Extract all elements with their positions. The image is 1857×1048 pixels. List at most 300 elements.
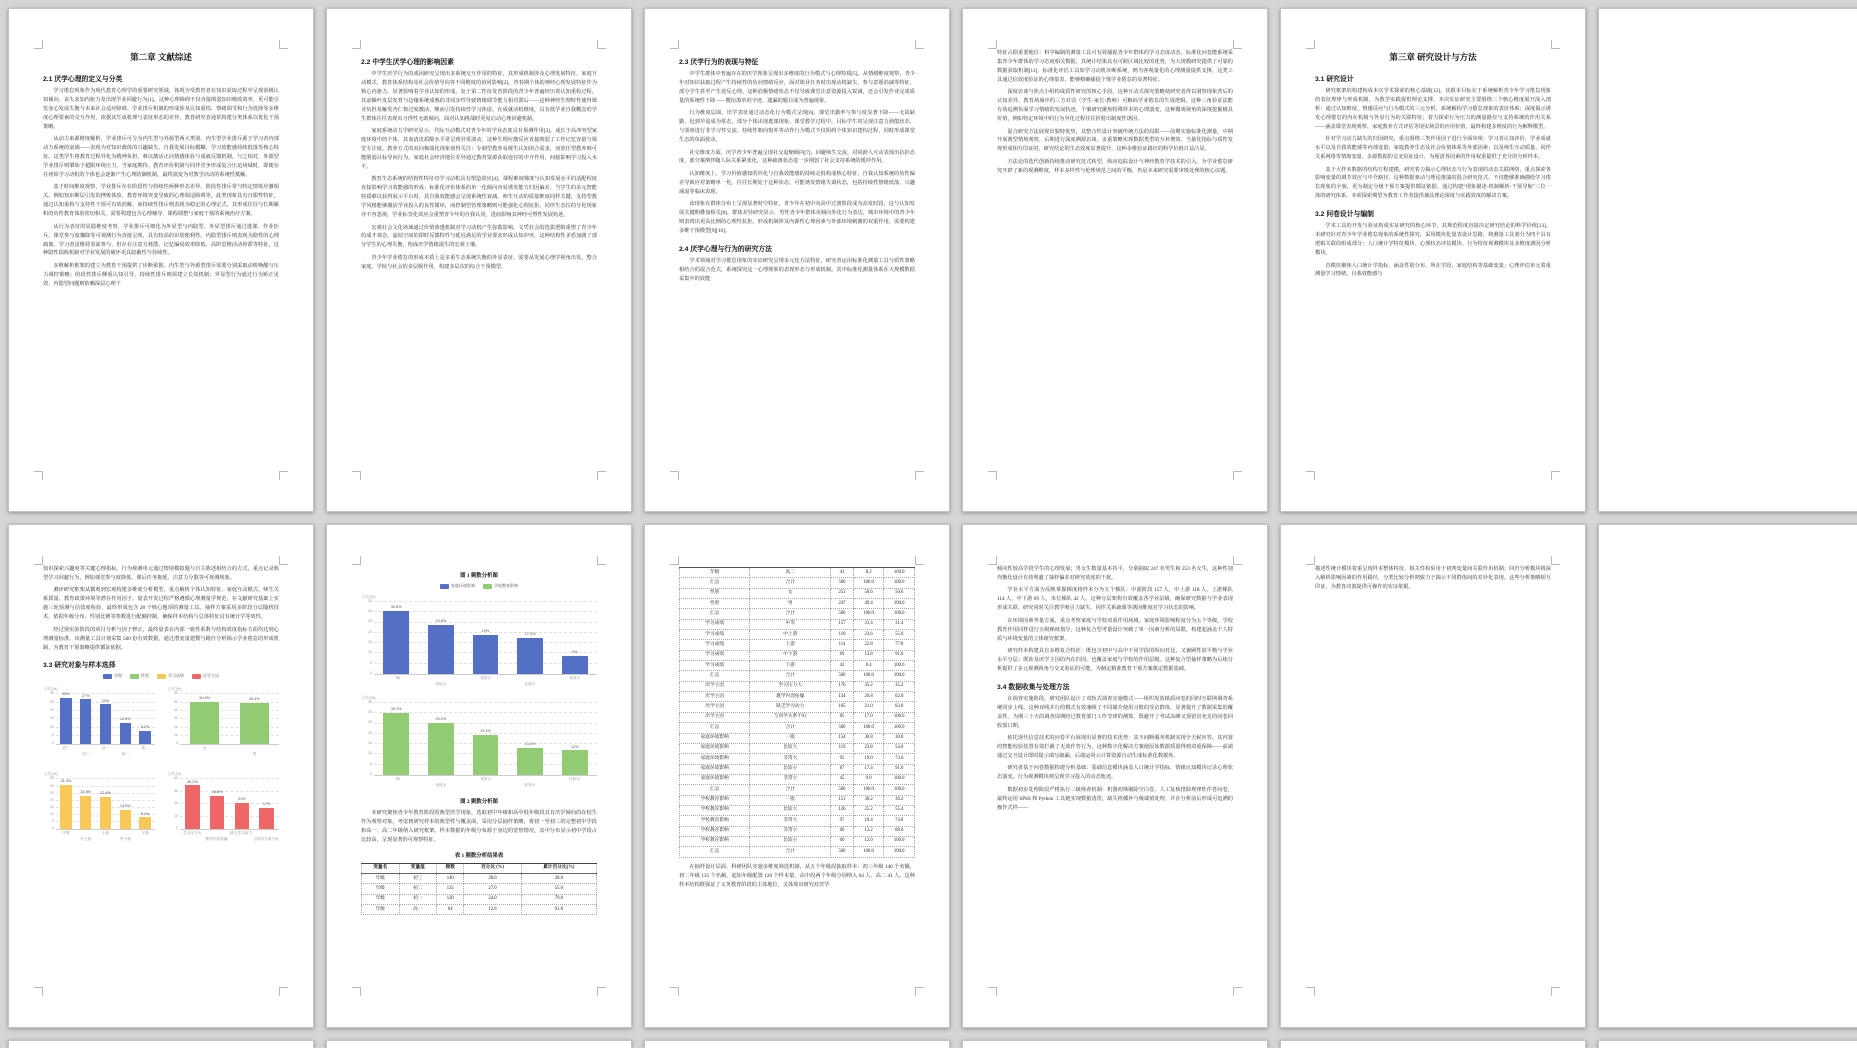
paragraph: 描述性统计模块着重呈现样本整体特征，相关性检验用于初判变量间关联作用机制；回归分析模块将深入解析影响因素的作用路径，分类比较分析则致力于揭示不同群体间的差异化表现。这些分析策略相互印证，为教育决策提供可操作的实证依据。 (1315, 566, 1551, 590)
bar-slot (56, 691, 76, 744)
page-next-row-3[interactable] (644, 1040, 950, 1048)
table-cell: 学习压力大 (750, 681, 831, 691)
paragraph: 学术领域对学习倦怠现象的实证研究呈现多元化方法特征，研究者运用标准化测量工具与质性策略相结合的混合范式，系统探究这一心理现象的表现形态与形成机制。其中标准化测量体系在大规模数据采集中的效能 (679, 257, 915, 282)
table-row (680, 650, 915, 660)
table-cell: 下游 (750, 661, 831, 671)
paragraph: 在抽样设计层面，科研团队实施多维度筛选机制，从五个年级段抽取样本：初三年级 140 个名额，初二年级 135 个名额，起始年级配置 120 个样本量，高中段两个年级分别纳入 64 人、高二 41 人。这种样本结构既保证了义务教育阶段的主体地位，又体现出研究对厌学 (679, 863, 915, 888)
table-cell: 学校教育影响 (680, 816, 750, 826)
paragraph: 从行为表征的显隐维度考察，学业排斥可细化为外显型与内隐型。外显型排斥通过逃课、作业拒斥、课堂参与度骤降等可观测行为直接呈现，具有较高的识别便利性。内隐型排斥则表现为隐性的心理疏离，学习者虽维持表面参与，但存在注意力耗散、记忆编码效率降低、高阶思维活动停滞等特征，这种隐性损耗机制对学业发展的破坏更具隐蔽性与持续性。 (43, 223, 279, 257)
legend-item (130, 673, 149, 679)
table-cell: 比较小 (750, 836, 831, 846)
table-cell: 17.0 (853, 712, 884, 722)
table-cell: 114 (831, 640, 854, 650)
bar-value-label: 23.6% (80, 789, 92, 794)
bar-value-label: 30.8% (390, 604, 402, 609)
y-tick-label: 35 (50, 776, 54, 781)
table-cell: 500 (831, 609, 854, 619)
y-tick-label: 35 (368, 598, 372, 603)
bar (428, 723, 454, 775)
bar-value-label: 17.4% (524, 632, 536, 637)
bar-value-label: 12.8% (119, 717, 131, 722)
table-cell: 27.0 (464, 884, 521, 894)
x-tick-label: 非常大 (479, 777, 492, 781)
bar-value-label: 21% (238, 797, 246, 802)
table-row (680, 609, 915, 619)
y-axis-label: 占比(%) (168, 772, 182, 777)
plot-area (50, 776, 155, 831)
table-row (362, 894, 597, 904)
x-tick-label: 中上游 (80, 836, 92, 841)
bar-slot (180, 694, 230, 744)
table-cell: 66 (831, 826, 854, 836)
table-cell: 100.0 (884, 599, 915, 609)
table-cell: 31.4 (884, 619, 915, 629)
bar-slot (205, 779, 230, 829)
bars-group (374, 703, 597, 775)
table-row (680, 681, 915, 691)
bar-slot (463, 602, 508, 674)
table-row (680, 847, 915, 857)
table-row (680, 630, 915, 640)
table-cell: 19.0 (853, 754, 884, 764)
paragraph: 学业水平方面为反映掌握梯度将样本分为五个梯队：中游阶段 157 人，中上游 118 人，上游梯队 114 人，中下游 69 人，末位梯队 42 人。这种分层架构有效覆盖各学业层级，确保研究数据与学业表现形成关联。研究同时关注教学吸引力缺失、同伴关系疏离等诱因维度对学习状态的影响。 (997, 587, 1233, 612)
table-cell: 100.0 (884, 785, 915, 795)
y-tick-label: 0 (370, 771, 372, 776)
table-cell: 男 (750, 599, 831, 609)
table-cell: 119 (831, 743, 854, 753)
bar (80, 796, 91, 830)
table-cell: 55.0 (884, 630, 915, 640)
table-cell: 154 (831, 733, 854, 743)
bars-group (56, 779, 155, 829)
table-row (680, 640, 915, 650)
x-tick-label: 一般 (392, 777, 400, 781)
table-cell: 105 (831, 702, 854, 712)
chart-row (43, 685, 279, 766)
table-cell: 性别 (680, 588, 750, 598)
table-cell: 55.4 (884, 805, 915, 815)
bar-value-label: 26.8% (211, 790, 223, 795)
table-cell: 学习成绩 (680, 650, 750, 660)
bar-value-label: 8.2% (140, 724, 150, 729)
page-5[interactable] (1280, 8, 1586, 512)
legend-item (192, 673, 219, 679)
table-cell: 83.0 (884, 702, 915, 712)
table-cell: 合计 (750, 671, 831, 681)
table-cell: 500 (831, 785, 854, 795)
page-4[interactable] (962, 8, 1268, 512)
table-cell: 45 (831, 774, 854, 784)
x-tick-label: 中下游 (119, 836, 131, 841)
bar (562, 656, 588, 675)
page-content (9, 9, 313, 511)
table-row (680, 764, 915, 774)
table-cell: 97 (831, 816, 854, 826)
page-content (645, 9, 949, 511)
paragraph: 社交维度方面，厌学青少年普遍呈现社交退缩倾向[7]，回避师生交流，对同龄人互动表现出抗拒态度，部分案例伴随人际关系紧张化，这种疏离状态进一步削弱了社会支持系统的缓冲作用。 (679, 149, 915, 165)
table-cell: 非常大 (750, 754, 831, 764)
y-tick-label: 20 (50, 708, 54, 713)
table-cell: 100.0 (884, 712, 915, 722)
paragraph: 依托现代信息技术的问卷平台展现出显著的技术优势：其不间断服务机制实现全天候应答，其内置的智能校验装置有效拦截了无效作答行为，这种数字化解决方案使原始数据质量得到双重保障——前端通过交互设计即时提示填写疏漏，后端运用云计算资源自动生成标准化数据库。 (997, 735, 1233, 759)
table-row (680, 599, 915, 609)
bar-value-label: 35.2% (186, 779, 198, 784)
plot-area (174, 776, 279, 831)
table-row (362, 874, 597, 884)
y-tick-label: 25 (368, 720, 372, 725)
page-9[interactable] (962, 524, 1268, 1028)
table-cell: 年级 (362, 894, 400, 904)
table-row (680, 578, 915, 588)
y-tick-label: 30 (50, 783, 54, 788)
plot-area (50, 691, 155, 746)
bar-value-label: 23.8% (435, 619, 447, 624)
table-cell: 年级 (362, 905, 400, 915)
bar-value-label: 24% (101, 698, 110, 703)
bar-slot (419, 602, 464, 674)
paragraph: 经过预实验阶段的项目分析与因子修正，最终量表在内部一致性系数与结构效度指标方面均达到心理测量标准。该测量工具计划采集 500 份有效数据，通过潜变量建模与路径分析揭示学业倦怠的形成机制，为教育干预策略提供循证依据。 (43, 626, 279, 651)
y-tick-label: 30 (368, 609, 372, 614)
bar (562, 750, 588, 775)
paragraph: 宏观社会文化场域通过价值渗透机制对学习动机产生弥散影响。文凭社会的选拔逻辑重塑了青少年的成才观念，虚拟空间的即时反馈特性与延迟满足的学业要求形成认知冲突，这种结构性矛盾加剧了部分学生的心理失衡，构成厌学情绪滋生的宏观土壤。 (361, 224, 597, 249)
bars-group (56, 691, 155, 744)
paragraph: 混合研究方法展现出独特优势，其整合性设计突破传统方法的局限——前期实施标准化测量，中期开展典型情境观察，后期进行深度溯源访谈，多重策略实现数据类型的互补增效。当量化指标与质性发现形成相互印证时，研究结论的生态效度显著提升，这种多维验证路径的科学价值日益凸显。 (997, 128, 1233, 153)
table-cell: 100.0 (884, 578, 915, 588)
y-tick-label: 0 (52, 826, 54, 831)
paragraph: 学习倦怠现象作为现代教育心理学的重要研究领域，体现为受教育者在知识获取过程中呈现消极认知倾向、丧失求知内驱力及出现学业回避行为[1]。这种心理障碍不仅直接削弱知识吸收效率，更可能引发身心发展失衡与未来社会适应障碍。学业排斥机制的形成涉及认知重构、情绪调节和行为选择等多维度心理要素的交互作用，依据其生成机理与表征形态的差异，教育研究者通常构建分类体系以优化干预策略。 (43, 88, 279, 130)
paragraph: 家庭系统动力学研究显示，代际互动模式对青少年的学业态度具有预测作用[3]。成长于高冲突型家庭环境中的个体，其血清皮质醇水平常呈现异常波动，这种生理应激反应直接削弱了工作记忆容量与课堂专注度。教养方式的双向极端化现象值得关注：专制型教养易催生认知闭合需求，而放任型教养则可能削弱目标导向行为。家庭社会经济地位差异通过教育资源获取途径的中介作用，间接影响学习投入水平。 (361, 128, 597, 170)
paragraph: 方法论的迭代创新持续推动研究范式转型，纵向追踪设计与神经教育学技术的引入，为学业倦怠研究开辟了新的观测维度，样本多样性与伦理规范之间的平衡，仍是未来研究需要审慎处理的核心议题。 (997, 158, 1233, 174)
page-2[interactable] (326, 8, 632, 512)
paragraph: 本研究聚焦青少年教育阶段的典型厌学现象，选取初中年级和高中低年级段具有厌学倾向的在校生作为观察对象。考虑到研究样本的典型性与覆盖面，采用分层抽样策略，将初一至初三的完整初中学段和高一、高二年级纳入研究框架。样本数据的年级分布源于身边的觉察情况，其中分布显示初中学段占比较高，呈现显著的可观察特征。 (361, 810, 597, 843)
y-tick-label: 50 (174, 699, 178, 704)
legend-swatch-icon (157, 674, 166, 679)
table-cell: 100.0 (853, 609, 884, 619)
table-cell: 缺乏学习动力 (750, 702, 831, 712)
table-cell: 253 (831, 588, 854, 598)
bar (100, 797, 111, 830)
table-cell: 176 (831, 681, 854, 691)
page-7[interactable] (326, 524, 632, 1028)
table-row (680, 588, 915, 598)
paragraph: 深度访谈与焦点小组构成质性研究的核心手段，这种互动式探究策略使研究者得以洞察现象背后的认知差异。教育场域中的三方对话（学生-家长-教师）可解码学业倦怠的生成逻辑，这种三角验证法能有效追溯负面学习情绪的发展轨迹。个案研究聚焦特殊样本的心理演变，这种微观视角的深度挖掘极具价值，例如特定环境中的行为异化过程往往折射出制度性诱因。 (997, 89, 1233, 123)
table-cell: 家庭环境影响 (680, 743, 750, 753)
paragraph: 数据初步处理阶段严格执行三级筛查机制：机器初筛剔除空白卷、人工复核排除规律性作答问卷，最终运用 SPSS 和 Python 工具链实现数据清洗、缺失值插补与极端值处理，并在分析前后形成可追溯的操作式样—— (997, 786, 1233, 811)
table-cell: 22.8 (853, 640, 884, 650)
legend-item (440, 583, 475, 589)
page-next-row-5[interactable] (1280, 1040, 1586, 1048)
page-10[interactable] (1280, 524, 1586, 1028)
table-cell: 50.6 (853, 588, 884, 598)
bar (210, 796, 224, 830)
bar-value-label: 49.4% (248, 697, 260, 702)
bar-slot (254, 779, 279, 829)
page-3[interactable] (644, 8, 950, 512)
legend-swatch-icon (103, 674, 112, 679)
academic-level-chart (43, 772, 155, 844)
table-cell: 合计 (750, 609, 831, 619)
x-tick-label: 初一 (101, 746, 110, 751)
page-1[interactable] (8, 8, 314, 512)
table-cell: 家庭环境影响 (680, 764, 750, 774)
table-row (680, 671, 915, 681)
table-cell: 汇总 (680, 578, 750, 588)
x-axis-labels (56, 746, 155, 759)
bar-value-label: 28% (62, 691, 70, 696)
table-header-cell: 变量值 (399, 863, 437, 873)
bar-slot (135, 694, 155, 744)
table-cell: 汇总 (680, 785, 750, 795)
table-cell: 13.8 (853, 650, 884, 660)
table-row (680, 661, 915, 671)
table-cell: 100.0 (853, 785, 884, 795)
table-cell: 教学内容枯燥 (750, 692, 831, 702)
legend-swatch-icon (440, 584, 449, 589)
x-tick-label: 与同学关系不好 (253, 836, 279, 841)
table-cell: 31.4 (853, 619, 884, 629)
legend-item (483, 583, 518, 589)
y-tick-label: 30 (174, 716, 178, 721)
page-next-row-6[interactable] (1598, 1040, 1857, 1048)
y-tick-label: 5 (370, 761, 372, 766)
table-cell: 62.0 (884, 692, 915, 702)
paragraph: 从动力来源维度解析，学业排斥可分为内生型与外源型两大类别。内生型学业排斥源于学习者内部动力系统的衰竭——表现为对知识载体的兴趣缺失、自我发展目标模糊、学习效能感持续低落等核心特征。这类学生将教育过程异化为精神负担，难以激活正向情感体验与成就反馈机制。与之相对，外源型学业排斥则肇始于超限环境压力，当家庭期待、教育评价机制与同伴竞争形成复合压迫场域时，即便存在初始学习动机的个体也会逐渐产生心理防御机制，最终演变为对教学活动的系统性抵触。 (43, 136, 279, 178)
table-cell: 87 (831, 764, 854, 774)
table-cell: 77.8 (884, 640, 915, 650)
table-cell: 100.0 (884, 774, 915, 784)
bar (185, 785, 199, 829)
table-cell: 汇总 (680, 609, 750, 619)
bar-value-label: 19.4% (480, 729, 491, 734)
y-tick-label: 25 (50, 699, 54, 704)
table-cell: 100.0 (853, 847, 884, 857)
bar-slot (76, 779, 96, 829)
bar (120, 810, 131, 830)
bar (517, 638, 543, 674)
frequency-table (361, 863, 597, 916)
y-axis-label: 占比(%) (362, 696, 376, 700)
table-cell: 学校教育影响 (680, 805, 750, 815)
table-cell: 50.6 (884, 588, 915, 598)
table-cell: 比较小 (750, 764, 831, 774)
table-cell: 25.2 (853, 805, 884, 815)
bar-value-label: 50.6% (199, 696, 211, 701)
x-tick-label: 高二 (141, 746, 149, 751)
bar-slot (230, 779, 255, 829)
table-cell: 95 (831, 754, 854, 764)
bar-value-label: 8.4% (140, 811, 150, 816)
table-row (680, 826, 915, 836)
bar-value-label: 13.2% (524, 742, 536, 747)
chart-legend (43, 673, 279, 679)
y-tick-label: 35 (368, 699, 372, 704)
table-cell: 28.0 (521, 874, 596, 884)
table-cell: 100.0 (884, 661, 915, 671)
table-cell: 厌学主因 (680, 692, 750, 702)
x-tick-label: 男 (252, 751, 257, 756)
paragraph: 多维解析框架的建立为教育干预提供了诊断依据。内生型与外源型排斥需要分别采取动机唤醒与压力调控策略；阶段性排斥侧重认知引导，持续性排斥则需建立长效机制；外显型行为通过行为矫正见效，内隐型问题则依赖深层心理干 (43, 262, 279, 287)
paragraph: 学术工具的开发与验证构成实证研究的核心环节，其规范程度直接决定研究结论的科学价值[13]。本研究针对青少年学业倦怠现象的系统性探究，采用模块化量表设计思路，将测量工具划分为四个具有逻辑关联的组成部分：人口统计学特征模块、心理状态评估模块、行为特征观测模块及多维度诱因分析模块。 (1315, 223, 1551, 257)
x-tick-label: 学习压力大 (182, 831, 202, 836)
y-tick-label: 10 (50, 812, 54, 817)
x-tick-label: 下游 (141, 831, 149, 836)
table-cell: 30.2 (853, 795, 884, 805)
page-12[interactable] (1598, 524, 1857, 1028)
bar-value-label: 22.8% (100, 791, 111, 796)
page-next-row-4[interactable] (962, 1040, 1268, 1048)
table-cell: 初二 (399, 884, 437, 894)
table-cell: 合计 (750, 847, 831, 857)
x-tick-label: 比较小 (569, 777, 581, 781)
paragraph: 倾向性较高学段学生的心理发展；男女生数量基本持平，分别抽取 247 名男生和 253 名女生，这种性别均衡化设计有效规避了抽样偏差对研究效度的干扰。 (997, 566, 1233, 581)
bar-slot (463, 703, 508, 775)
table-row (680, 754, 915, 764)
table-cell: 非常大 (750, 816, 831, 826)
table-row (680, 692, 915, 702)
table-cell: 85 (831, 712, 854, 722)
bar (60, 698, 71, 745)
bar (235, 803, 249, 829)
table-cell: 134 (831, 692, 854, 702)
table-cell: 100.0 (884, 723, 915, 733)
bars-group (180, 694, 279, 744)
section-heading: 2.1 厌学心理的定义与分类 (43, 76, 123, 83)
table-cell: 12.0 (853, 836, 884, 846)
bar (383, 713, 409, 775)
y-tick-label: 30 (50, 691, 54, 696)
bar-slot (56, 779, 76, 829)
table-header-cell: 累计百分比(%) (521, 863, 596, 873)
y-tick-label: 15 (368, 640, 372, 645)
paragraph: 测评研究框架从微观到宏观构建多维度分析模型，重点解析个体认知特征、家庭互动模式、师生关系质量、教育政策环境等潜在作用因子。量表开发过程严格遵循心理测量学规范，在文献研究基础上实施三轮预测与信效度检验，最终形成包含 28 个核心题项的测量工具。抽样方案采用多阶段分层随机技术，依据年级分布、性别比例等参数进行配额控制，确保样本结构与总体特征具有统计学等效性。 (43, 587, 279, 621)
table-cell: 120 (437, 894, 464, 904)
y-axis-label: 占比(%) (168, 687, 182, 692)
section-heading: 3.3 研究对象与样本选择 (43, 662, 116, 670)
table-row (680, 816, 915, 826)
legend-label: 家庭环境影响 (451, 583, 475, 588)
chart-plot (50, 776, 155, 831)
table-cell: 中等 (750, 619, 831, 629)
table-cell: 30.2 (884, 795, 915, 805)
bar (383, 611, 409, 674)
bar (80, 699, 91, 744)
bar-slot (180, 779, 205, 829)
paragraph: 行为维度层面，厌学表征通过动态化行为模式呈现[6]。课堂出勤率与参与度显著下降——无故缺勤、迟到早退成为常态，部分个体出现逃课现象。课堂教学过程中，目标学生常呈现注意力涣散状态，与邻座进行非学习性交流、持续性朝向窗外等动作行为模式不仅阻碍个体知识建构过程，同时形成课堂生态的负面扰动。 (679, 110, 915, 144)
y-tick-label: 20 (50, 797, 54, 802)
frequency-table (679, 567, 915, 858)
table-header-cell: 百分比 (%) (464, 863, 521, 873)
bar-value-label: 13.8% (119, 803, 131, 808)
plot-area (368, 699, 597, 776)
bar-slot (96, 779, 116, 829)
y-tick-label: 40 (174, 776, 178, 781)
table-cell: 比较大 (750, 805, 831, 815)
y-tick-label: 30 (174, 788, 178, 793)
table-cell: 8.2 (853, 568, 884, 578)
chart-plot (368, 699, 597, 776)
table-row (680, 723, 915, 733)
table-cell: 135 (437, 884, 464, 894)
plot-area (174, 691, 279, 746)
chart-plot (50, 691, 155, 746)
page-8[interactable] (644, 524, 950, 1028)
table-cell: 88.0 (884, 826, 915, 836)
legend-swatch-icon (192, 674, 201, 679)
bar-slot (135, 779, 155, 829)
table-cell: 28.0 (464, 874, 521, 884)
legend-item (103, 673, 122, 679)
table-row (362, 884, 597, 894)
table-cell: 合计 (750, 785, 831, 795)
y-tick-label: 30 (368, 710, 372, 715)
page-11[interactable] (1598, 8, 1857, 512)
y-axis-label: 占比(%) (44, 687, 58, 692)
table-cell: 64 (437, 905, 464, 915)
table-cell: 500 (831, 723, 854, 733)
x-tick-label: 初三 (62, 746, 70, 751)
weariness-cause-chart (167, 772, 279, 844)
y-tick-label: 10 (174, 733, 178, 738)
table-row (680, 785, 915, 795)
y-tick-label: 25 (50, 790, 54, 795)
table-cell: 91.6 (884, 650, 915, 660)
table-cell: 汇总 (680, 723, 750, 733)
bar (428, 625, 454, 674)
table-cell: 100.0 (853, 578, 884, 588)
y-tick-label: 25 (368, 619, 372, 624)
table-cell: 500 (831, 847, 854, 857)
y-tick-label: 0 (370, 670, 372, 675)
table-cell: 家庭环境影响 (680, 774, 750, 784)
table-cell: 与同学关系不好 (750, 712, 831, 722)
table-cell: 性别 (680, 599, 750, 609)
page-content (1281, 9, 1585, 511)
table-row (680, 568, 915, 578)
chart-legend (361, 583, 597, 589)
table-header-row (362, 863, 597, 873)
bar (240, 703, 269, 744)
table-cell: 学校教育影响 (680, 795, 750, 805)
page-next-row-1[interactable] (8, 1040, 314, 1048)
paragraph: 研究者基于问卷数据构建分析基础：基础信息模块涵盖人口统计学指标、情绪认知模块记录心理状态演变，行为观测模块则呈现学习投入的动态轨迹。 (997, 765, 1233, 781)
page-content (327, 9, 631, 511)
table-cell: 126 (831, 805, 854, 815)
page-6[interactable] (8, 524, 314, 1028)
y-tick-label: 0 (176, 826, 178, 831)
page-next-row-2[interactable] (326, 1040, 632, 1048)
x-tick-label: 比较大 (435, 782, 447, 787)
chart-plot (174, 691, 279, 746)
table-cell: 41 (831, 568, 854, 578)
bar (473, 735, 499, 775)
table-cell: 60 (831, 836, 854, 846)
bar (139, 731, 150, 745)
table-cell: 女 (750, 588, 831, 598)
table-cell: 100.0 (884, 671, 915, 681)
table-row (680, 712, 915, 722)
paragraph: 知识探索兴趣度等关键心理指标。行为观测单元通过情境模拟题与自主陈述相结合的方式，重点记录典型学习回避行为，例如课堂参与度降低、课后任务拖延、注意力分散等可观测现象。 (43, 566, 279, 581)
table-cell: 8.4 (853, 661, 884, 671)
table-row (362, 905, 597, 915)
table-cell: 非常小 (750, 774, 831, 784)
legend-label: 性别 (141, 673, 149, 679)
page-content (963, 525, 1267, 1027)
x-tick-label: 非常小 (524, 782, 536, 787)
paragraph: 首模块聚焦人口统计学指标，涵盖性别分布、所在学段、家庭结构等基础变量；心理评估单元着重测量学习情绪、自我效能感与 (1315, 262, 1551, 278)
legend-label: 学校教育影响 (494, 583, 518, 588)
x-tick-label: 一般 (392, 676, 400, 680)
paragraph: 研究样本构建具有多维复合特征：既包含初中与高中不同学段的纵向对比，又兼顾性别平衡与学业水平分层；既涉及厌学主因的内在归因，也覆盖家庭与学校的作用层级。这种复合型抽样策略为后续分析提供了多元观测视角与交叉验证的可能，为制定精准教育干预方案奠定数据基础。 (997, 648, 1233, 672)
